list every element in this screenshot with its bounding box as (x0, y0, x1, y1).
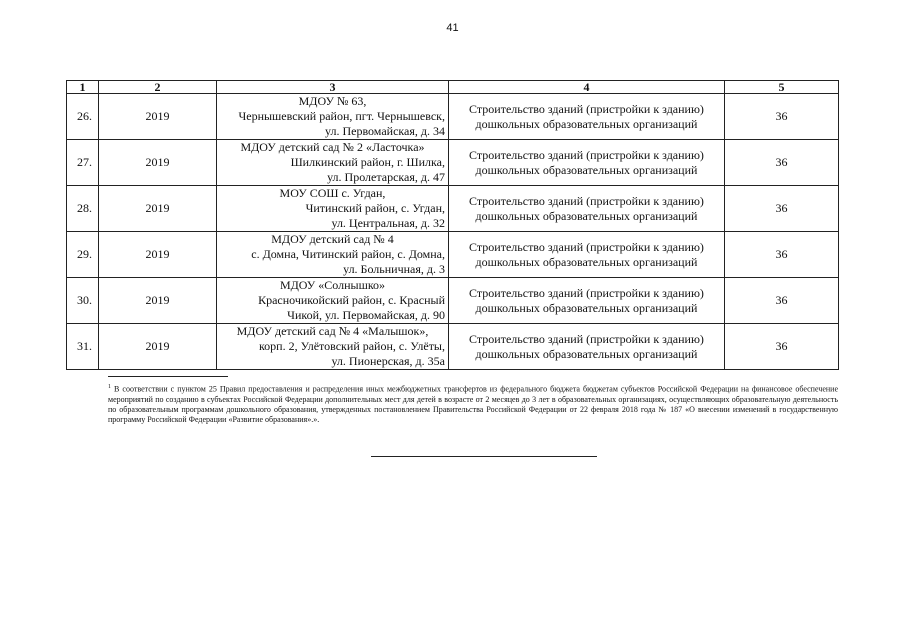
year-cell: 2019 (99, 232, 217, 278)
table-row (67, 324, 839, 370)
facilities-table (66, 80, 839, 370)
address-line: Чернышевский район, пгт. Чернышевск, (238, 109, 445, 123)
address-line: МОУ СОШ с. Угдан, (279, 186, 386, 200)
row-number-cell: 31. (67, 324, 99, 370)
purpose-line: Строительство зданий (пристройки к зданию) (469, 193, 704, 208)
address-line: Красночикойский район, с. Красный (258, 293, 445, 307)
row-number-cell: 28. (67, 186, 99, 232)
places-count-cell: 36 (725, 140, 839, 186)
table-row (67, 232, 839, 278)
facility-address-cell (217, 324, 449, 370)
purpose-cell (449, 94, 725, 140)
address-line: МДОУ детский сад № 2 «Ласточка» (240, 140, 425, 154)
year-cell: 2019 (99, 140, 217, 186)
column-header: 2 (99, 81, 217, 94)
table-row (67, 140, 839, 186)
address-line: Шилкинский район, г. Шилка, (290, 155, 445, 169)
places-count-cell: 36 (725, 278, 839, 324)
purpose-line: дошкольных образовательных организаций (475, 116, 698, 131)
footnote (108, 382, 838, 425)
row-number-cell: 30. (67, 278, 99, 324)
address-line: МДОУ детский сад № 4 «Малышок», (236, 324, 429, 338)
column-header: 5 (725, 81, 839, 94)
row-number-cell: 27. (67, 140, 99, 186)
purpose-line: дошкольных образовательных организаций (475, 346, 698, 361)
purpose-line: Строительство зданий (пристройки к зданию) (469, 101, 704, 116)
purpose-cell (449, 232, 725, 278)
address-line: ул. Центральная, д. 32 (331, 216, 445, 230)
address-line: МДОУ детский сад № 4 (271, 232, 394, 246)
facility-address-cell (217, 232, 449, 278)
row-number-cell: 29. (67, 232, 99, 278)
address-line: с. Домна, Читинский район, с. Домна, (251, 247, 445, 261)
column-header: 4 (449, 81, 725, 94)
facility-address-cell (217, 94, 449, 140)
purpose-cell (449, 186, 725, 232)
column-header: 1 (67, 81, 99, 94)
footnote-divider (108, 376, 228, 377)
places-count-cell: 36 (725, 186, 839, 232)
purpose-line: дошкольных образовательных организаций (475, 254, 698, 269)
purpose-line: Строительство зданий (пристройки к зданию) (469, 331, 704, 346)
year-cell: 2019 (99, 278, 217, 324)
purpose-line: дошкольных образовательных организаций (475, 162, 698, 177)
purpose-line: дошкольных образовательных организаций (475, 208, 698, 223)
facility-address-cell (217, 278, 449, 324)
places-count-cell: 36 (725, 232, 839, 278)
purpose-cell (449, 278, 725, 324)
address-line: ул. Больничная, д. 3 (343, 262, 445, 276)
end-divider (371, 456, 597, 457)
purpose-line: Строительство зданий (пристройки к зданию) (469, 285, 704, 300)
facility-address-cell (217, 140, 449, 186)
purpose-line: Строительство зданий (пристройки к зданию) (469, 239, 704, 254)
facility-address-cell (217, 186, 449, 232)
row-number-cell: 26. (67, 94, 99, 140)
purpose-line: дошкольных образовательных организаций (475, 300, 698, 315)
address-line: МДОУ № 63, (298, 94, 367, 108)
column-header: 3 (217, 81, 449, 94)
address-line: корп. 2, Улётовский район, с. Улёты, (258, 339, 445, 353)
year-cell: 2019 (99, 186, 217, 232)
address-line: МДОУ «Солнышко» (279, 278, 386, 292)
footnote-text: В соответствии с пунктом 25 Правил предоставления и распределения иных межбюджетных трансфертов из федерального бюджета бюджетам субъектов Российской Федерации на финансовое обеспечение мероприятий по созданию в субъектах Российской Федерации дополнительных мест для детей в возрасте от 2 месяцев до 3 лет в образовательных организациях, осуществляющих образовательную деятельность по образовательным программам дошкольного образования, утвержденных постановлением Правительства Российской Федерации от 22 февраля 2018 года № 187 «О внесении изменений в государственную программу Российской Федерации «Развитие образования».». (108, 384, 839, 424)
table-row (67, 278, 839, 324)
table-header-row (67, 81, 839, 94)
page-number: 41 (446, 22, 459, 34)
address-line: ул. Пионерская, д. 35а (331, 354, 445, 368)
address-line: Чикой, ул. Первомайская, д. 90 (287, 308, 445, 322)
purpose-cell (449, 324, 725, 370)
footnote-marker: 1 (108, 384, 111, 390)
places-count-cell: 36 (725, 324, 839, 370)
purpose-cell (449, 140, 725, 186)
year-cell: 2019 (99, 324, 217, 370)
places-count-cell: 36 (725, 94, 839, 140)
table-row (67, 94, 839, 140)
year-cell: 2019 (99, 94, 217, 140)
address-line: ул. Пролетарская, д. 47 (327, 170, 445, 184)
table-row (67, 186, 839, 232)
address-line: Читинский район, с. Угдан, (305, 201, 445, 215)
purpose-line: Строительство зданий (пристройки к зданию) (469, 147, 704, 162)
address-line: ул. Первомайская, д. 34 (325, 124, 445, 138)
